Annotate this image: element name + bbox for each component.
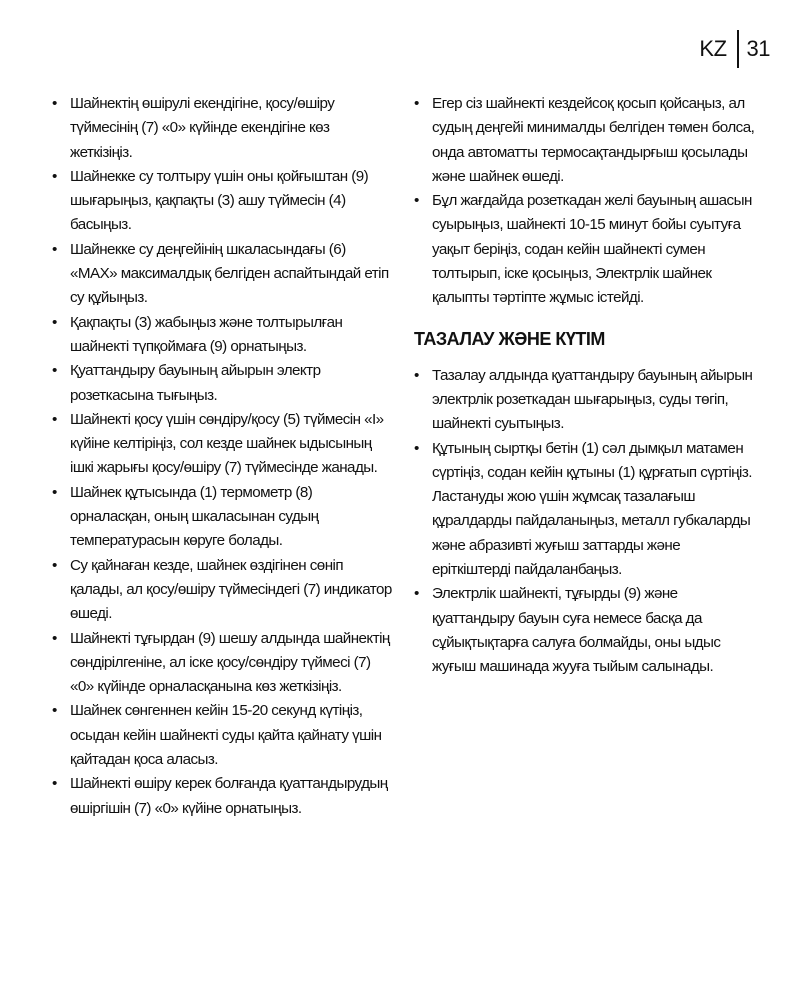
list-item: • Шайнектің өшірулі екендігіне, қосу/өшіру түймесінің (7) «0» күйінде екендігіне көз жеткізіңіз. xyxy=(48,92,393,165)
list-item: • Шайнекке су толтыру үшін оны қойғыштан (9) шығарыңыз, қақпақты (3) ашу түймесін (4) басыңыз. xyxy=(48,165,393,238)
list-item: • Егер сіз шайнекті кездейсоқ қосып қойсаңыз, ал судың деңгейі минималды белгіден төмен болса, онда автоматты термосақтандырғыш қосылады және шайнек өшеді. xyxy=(410,92,758,189)
list-item: • Шайнекті өшіру керек болғанда қуаттандырудың өшіргішін (7) «0» күйіне орнатыңыз. xyxy=(48,772,393,821)
right-column xyxy=(410,92,758,680)
list-item: • Шайнекке су деңгейінің шкаласындағы (6) «MAX» максималдық белгіден аспайтындай етіп су құйыңыз. xyxy=(48,238,393,311)
instruction-list xyxy=(48,92,393,821)
language-code: KZ xyxy=(699,36,727,61)
list-item: • Қақпақты (3) жабыңыз және толтырылған шайнекті түпқоймаға (9) орнатыңыз. xyxy=(48,311,393,360)
list-item: • Электрлік шайнекті, тұғырды (9) және қуаттандыру бауын суға немесе басқа да сұйықтықтарға салуға болмайды, оны ыдыс жуғыш машинада жууға тыйым салынады. xyxy=(410,582,758,679)
warning-list xyxy=(410,92,758,311)
list-item: • Құтының сыртқы бетін (1) сәл дымқыл матамен сүртіңіз, содан кейін құтыны (1) құрғатып сүртіңіз. Ластануды жою үшін жұмсақ тазалағыш құралдарды пайдаланыңыз, металл губкаларды және абразивті жуғыш заттарды және еріткіштерді пайдаланбаңыз. xyxy=(410,437,758,583)
left-column xyxy=(48,92,393,821)
list-item: • Шайнекті тұғырдан (9) шешу алдында шайнектің сөндірілгеніне, ал іске қосу/сөндіру түймесі (7) «0» күйінде орналасқанына көз жеткізіңіз. xyxy=(48,627,393,700)
cleaning-list xyxy=(410,364,758,680)
list-item: • Тазалау алдында қуаттандыру бауының айырын электрлік розеткадан шығарыңыз, суды төгіп, шайнекті суытыңыз. xyxy=(410,364,758,437)
list-item: • Бұл жағдайда розеткадан желі бауының ашасын суырыңыз, шайнекті 10-15 минут бойы суытуға уақыт беріңіз, содан кейін шайнекті сумен толтырып, іске қосыңыз, Электрлік шайнек қалыпты тәртіпте жұмыс істейді. xyxy=(410,189,758,310)
list-item: • Қуаттандыру бауының айырын электр розеткасына тығыңыз. xyxy=(48,359,393,408)
list-item: • Шайнек құтысында (1) термометр (8) орналасқан, оның шкаласынан судың температурасын көруге болады. xyxy=(48,481,393,554)
page-header xyxy=(699,30,770,68)
page-number: 31 xyxy=(746,36,770,61)
list-item: • Шайнекті қосу үшін сөндіру/қосу (5) түймесін «I» күйіне келтіріңіз, сол кезде шайнек ыдысының ішкі жарығы қосу/өшіру (7) түймесінде жанады. xyxy=(48,408,393,481)
list-item: • Су қайнаған кезде, шайнек өздігінен сөніп қалады, ал қосу/өшіру түймесіндегі (7) индикатор өшеді. xyxy=(48,554,393,627)
section-heading: ТАЗАЛАУ ЖӘНЕ КҮТІМ xyxy=(414,328,605,349)
list-item: • Шайнек сөнгеннен кейін 15-20 секунд күтіңіз, осыдан кейін шайнекті суды қайта қайнату үшін қайтадан қоса аласыз. xyxy=(48,699,393,772)
